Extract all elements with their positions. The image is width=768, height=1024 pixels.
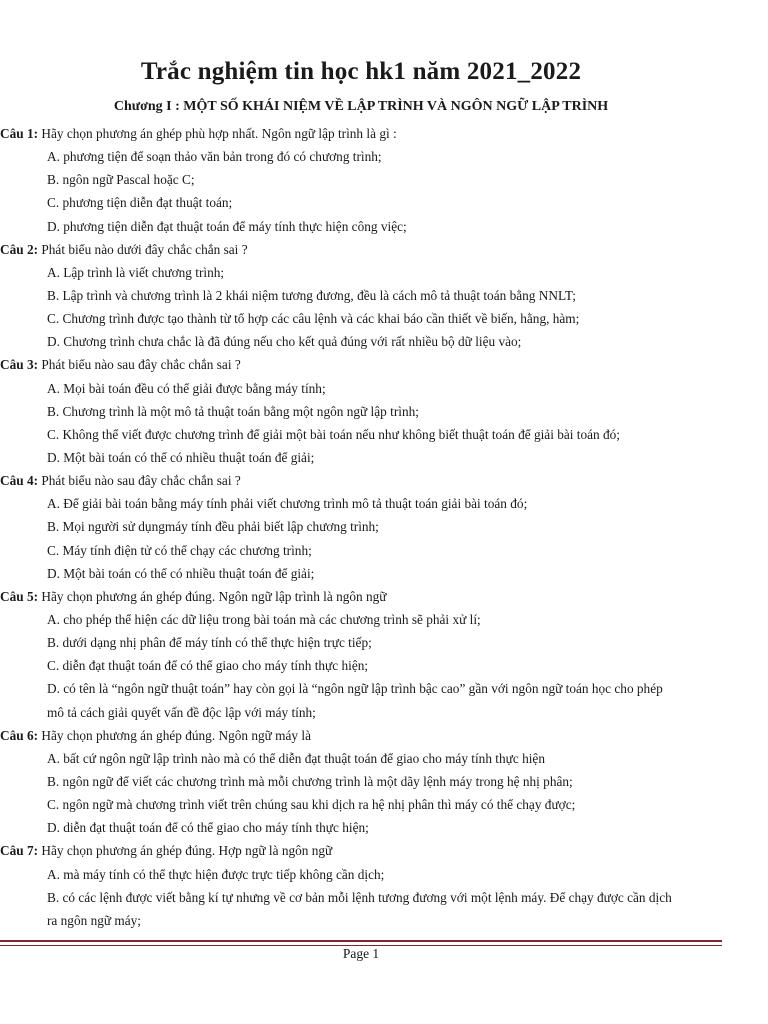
answer-option: D. Một bài toán có thể có nhiều thuật toán để giải;	[47, 449, 315, 465]
chapter-heading: Chương I : MỘT SỐ KHÁI NIỆM VỀ LẬP TRÌNH VÀ NGÔN NGỮ LẬP TRÌNH	[113, 99, 609, 114]
question-2	[0, 238, 740, 261]
question-label: Câu 4:	[0, 473, 39, 489]
answer-option: C. ngôn ngữ mà chương trình viết trên chúng sau khi dịch ra hệ nhị phân thì máy có thể chạy được;	[47, 797, 576, 813]
question-text: Hãy chọn phương án ghép đúng. Hợp ngữ là ngôn ngữ	[41, 843, 333, 859]
question-1	[0, 122, 740, 145]
answer-option: D. Chương trình chưa chắc là đã đúng nếu cho kết quả đúng với rất nhiều bộ dữ liệu vào;	[47, 334, 522, 350]
question-label: Câu 2:	[0, 241, 39, 257]
question-4	[0, 469, 740, 492]
answer-option: D. diễn đạt thuật toán để có thể giao cho máy tính thực hiện;	[47, 820, 369, 836]
answer-option: C. diễn đạt thuật toán để có thể giao cho máy tính thực hiện;	[47, 658, 369, 674]
answer-option-continuation: mô tả cách giải quyết vấn đề độc lập với máy tính;	[47, 704, 316, 720]
question-text: Phát biểu nào sau đây chắc chắn sai ?	[41, 473, 241, 489]
answer-option: C. phương tiện diễn đạt thuật toán;	[47, 195, 233, 211]
question-text: Phát biểu nào sau đây chắc chắn sai ?	[41, 357, 241, 373]
answer-option: A. cho phép thể hiện các dữ liệu trong bài toán mà các chương trình sẽ phải xử lí;	[47, 611, 481, 627]
question-label: Câu 3:	[0, 357, 39, 373]
answer-option: B. ngôn ngữ Pascal hoặc C;	[47, 172, 195, 188]
answer-option: A. Mọi bài toán đều có thể giải được bằng máy tính;	[47, 380, 326, 396]
answer-option: B. có các lệnh được viết bằng kí tự nhưng về cơ bản mỗi lệnh tương đương với một lệnh máy. Để chạy được cần dịch	[47, 889, 672, 905]
question-5	[0, 585, 740, 608]
answer-option: D. phương tiện diễn đạt thuật toán để máy tính thực hiện công việc;	[47, 218, 407, 234]
answer-option: A. mà máy tính có thể thực hiện được trực tiếp không cần dịch;	[47, 866, 385, 882]
footer-rule-thick	[0, 940, 722, 942]
question-7	[0, 839, 740, 862]
answer-option: A. bất cứ ngôn ngữ lập trình nào mà có thể diễn đạt thuật toán để giao cho máy tính thực hiện	[47, 750, 545, 766]
question-3	[0, 353, 740, 376]
question-label: Câu 6:	[0, 727, 39, 743]
question-text: Hãy chọn phương án ghép phù hợp nhất. Ngôn ngữ lập trình là gì :	[41, 126, 397, 141]
answer-option: B. dưới dạng nhị phân để máy tính có thể thực hiện trực tiếp;	[47, 635, 372, 651]
answer-option: C. Không thể viết được chương trình để giải một bài toán nếu như không biết thuật toán để giải bài toán đó;	[47, 426, 620, 442]
answer-option: A. phương tiện để soạn thảo văn bản trong đó có chương trình;	[47, 149, 382, 165]
document-title: Trắc nghiệm tin học hk1 năm 2021_2022	[140, 58, 582, 85]
page-number: Page 1	[342, 946, 380, 961]
question-text: Hãy chọn phương án ghép đúng. Ngôn ngữ máy là	[41, 727, 311, 743]
question-label: Câu 7:	[0, 843, 39, 859]
answer-option: B. Mọi người sử dụngmáy tính đều phải biết lập chương trình;	[47, 519, 379, 535]
question-list	[0, 122, 740, 932]
answer-option: C. Máy tính điện tử có thể chạy các chương trình;	[47, 542, 312, 558]
answer-option: B. Lập trình và chương trình là 2 khái niệm tương đương, đều là cách mô tả thuật toán bằng NNLT;	[47, 287, 576, 303]
question-label: Câu 1:	[0, 126, 39, 141]
answer-option: D. Một bài toán có thể có nhiều thuật toán để giải;	[47, 565, 315, 581]
answer-option: C. Chương trình được tạo thành từ tổ hợp các câu lệnh và các khai báo cần thiết về biến, hằng, hàm;	[47, 311, 580, 327]
answer-option: A. Lập trình là viết chương trình;	[47, 264, 225, 280]
answer-option-continuation: ra ngôn ngữ máy;	[47, 912, 141, 928]
question-text: Phát biểu nào dưới đây chắc chắn sai ?	[41, 241, 248, 257]
question-6	[0, 724, 740, 747]
answer-option: D. có tên là “ngôn ngữ thuật toán” hay còn gọi là “ngôn ngữ lập trình bậc cao” gần với ngôn ngữ toán học cho phép	[47, 681, 663, 697]
answer-option: B. ngôn ngữ để viết các chương trình mà mỗi chương trình là một dãy lệnh máy trong hệ nhị phân;	[47, 773, 573, 789]
answer-option: B. Chương trình là một mô tả thuật toán bằng một ngôn ngữ lập trình;	[47, 403, 419, 419]
question-text: Hãy chọn phương án ghép đúng. Ngôn ngữ lập trình là ngôn ngữ	[41, 588, 387, 604]
answer-option: A. Để giải bài toán bằng máy tính phải viết chương trình mô tả thuật toán giải bài toán đó;	[47, 496, 528, 512]
question-label: Câu 5:	[0, 588, 39, 604]
